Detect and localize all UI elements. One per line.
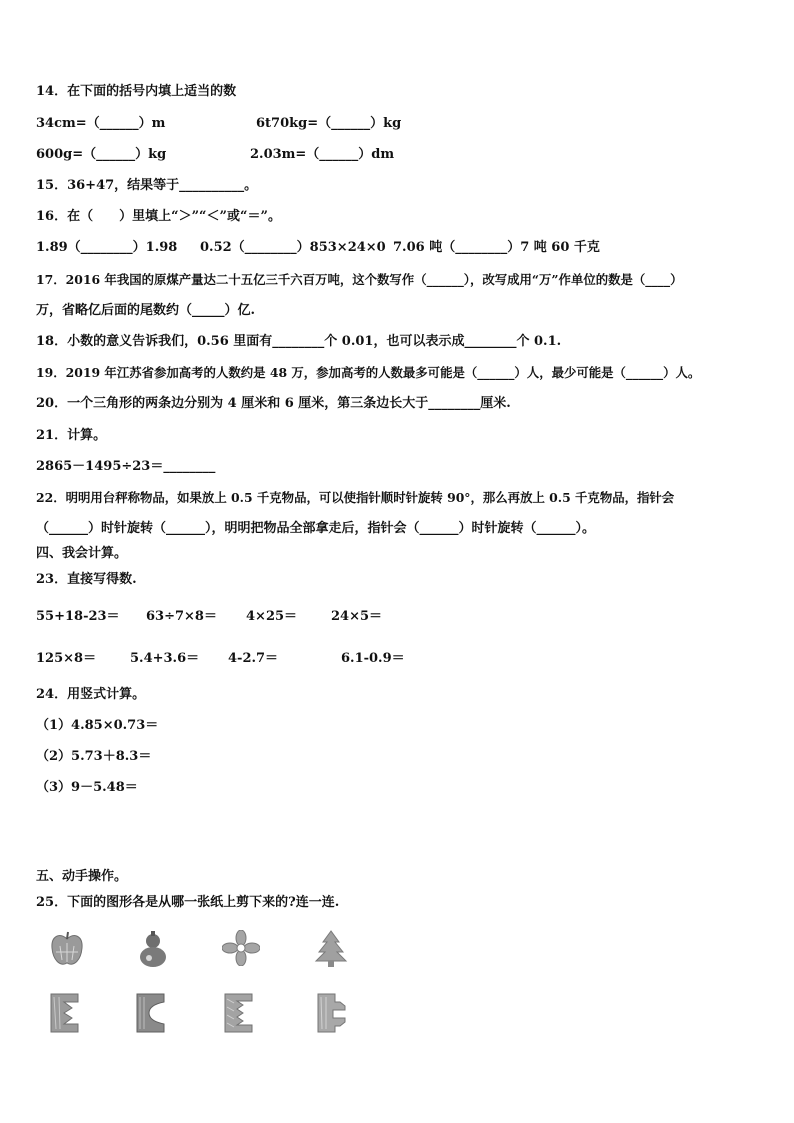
q14-d: 2.03m=（______）dm [250,147,395,162]
q17-line1: 17．2016 年我国的原煤产量达二十五亿三千六百万吨，这个数写作（______），改写成用“万”作单位的数是（____） [36,272,683,287]
q23-r2-c3: 4-2.7＝ [228,651,279,666]
q23-title: 23．直接写得数. [36,572,137,587]
paper-cut-1-icon [50,993,80,1033]
q21-expr: 2865－1495÷23＝________ [36,459,216,474]
q23-r1-c1: 55+18-23＝ [36,609,120,624]
tree-icon [314,930,348,968]
q23-r1-c2: 63÷7×8＝ [146,609,217,624]
q23-r1-c3: 4×25＝ [246,609,298,624]
q22-line1: 22．明明用台秤称物品，如果放上 0.5 千克物品，可以使指针顺时针旋转 90°，那么再放上 0.5 千克物品，指针会 [36,490,675,505]
q14-c: 600g=（______）kg [36,147,167,162]
q23-r2-c4: 6.1-0.9＝ [341,651,405,666]
section4-title: 四、我会计算。 [36,546,128,561]
q24-item-2: （2）5.73＋8.3＝ [36,749,152,764]
q16-b: 0.52（________）853×24×0 [200,240,386,255]
q24-item-1: （1）4.85×0.73＝ [36,718,159,733]
q23-r2-c1: 125×8＝ [36,651,97,666]
q16-c: 7.06 吨（________）7 吨 60 千克 [393,240,600,255]
q23-r1-c4: 24×5＝ [331,609,383,624]
q16-title: 16．在（ ）里填上“＞”“＜”或“＝”。 [36,209,281,224]
q14-a: 34cm=（______）m [36,116,166,131]
apple-icon [50,930,84,968]
q18-text: 18．小数的意义告诉我们，0.56 里面有________个 0.01，也可以表示成________个 0.1. [36,334,562,349]
q17-line2: 万，省略亿后面的尾数约（_____）亿. [36,303,256,318]
q14-title: 14．在下面的括号内填上适当的数 [36,84,237,99]
q24-item-3: （3）9－5.48＝ [36,780,138,795]
q20-text: 20．一个三角形的两条边分别为 4 厘米和 6 厘米，第三条边长大于________厘米. [36,396,511,411]
q21-title: 21．计算。 [36,428,107,443]
q15-text: 15．36+47，结果等于__________。 [36,178,258,193]
q25-title: 25．下面的图形各是从哪一张纸上剪下来的?连一连. [36,895,340,910]
q23-r2-c2: 5.4+3.6＝ [130,651,200,666]
section5-title: 五、动手操作。 [36,869,128,884]
q14-b: 6t70kg=（______）kg [256,116,402,131]
paper-cut-3-icon [224,993,254,1033]
flower-icon [222,930,260,966]
paper-cut-2-icon [136,993,166,1033]
q24-title: 24．用竖式计算。 [36,687,146,702]
q19-text: 19．2019 年江苏省参加高考的人数约是 48 万，参加高考的人数最多可能是（______）人，最少可能是（______）人。 [36,365,701,380]
paper-cut-4-icon [317,993,347,1033]
gourd-icon [137,930,169,968]
q16-a: 1.89（________）1.98 [36,240,178,255]
q22-line2: （______）时针旋转（______），明明把物品全部拿走后，指针会（______）时针旋转（______）。 [36,521,596,536]
